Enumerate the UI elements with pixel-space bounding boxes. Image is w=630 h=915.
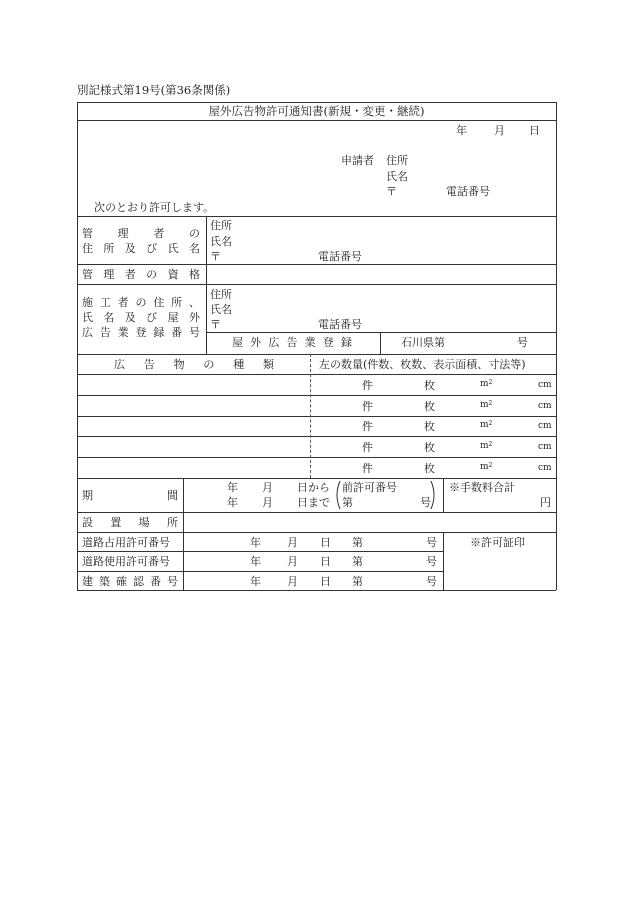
permit-dai: 第 — [352, 575, 363, 588]
permit-year: 年 — [250, 536, 261, 549]
header-month: 月 — [494, 124, 505, 137]
unit-cm: cm — [538, 442, 552, 452]
location-label: 設 置 場 所 — [82, 516, 178, 529]
contractor-name-label: 氏名 — [210, 303, 232, 316]
unit-m2: $m^2$ — [480, 462, 493, 472]
period-until-year: 年 — [227, 496, 238, 509]
permit-go: 号 — [426, 555, 437, 568]
permit-day: 日 — [320, 575, 331, 588]
permit-dai: 第 — [352, 536, 363, 549]
unit-cm: cm — [538, 463, 552, 473]
contractor-postal-mark: 〒 — [210, 318, 221, 331]
registration-prefix: 石川県第 — [401, 336, 445, 349]
period-until-month: 月 — [262, 496, 273, 509]
unit-mai: 枚 — [424, 441, 435, 454]
unit-m2: $m^2$ — [480, 441, 493, 451]
contractor-label-line1: 施 工 者 の 住 所 、 — [82, 296, 200, 309]
unit-cm: cm — [538, 421, 552, 431]
unit-m2: $m^2$ — [480, 379, 493, 389]
permit-month: 月 — [287, 536, 298, 549]
road-occupancy-permit-label: 道路占用許可番号 — [82, 536, 170, 549]
unit-ken: 件 — [362, 441, 373, 454]
contractor-label-line3: 広 告 業 登 録 番 号 — [82, 326, 200, 339]
manager-address-label: 住所 — [210, 219, 232, 232]
form-caption: 別記様式第19号(第36条関係) — [77, 83, 231, 97]
unit-mai: 枚 — [424, 379, 435, 392]
unit-mai: 枚 — [424, 462, 435, 475]
manager-phone-label: 電話番号 — [318, 250, 362, 263]
unit-mai: 枚 — [424, 400, 435, 413]
applicant-phone-label: 電話番号 — [446, 185, 490, 198]
unit-m2: $m^2$ — [480, 420, 493, 430]
permit-go: 号 — [426, 536, 437, 549]
applicant-address-label: 住所 — [386, 154, 408, 167]
permit-month: 月 — [287, 555, 298, 568]
registration-suffix: 号 — [517, 336, 528, 349]
unit-cm: cm — [538, 401, 552, 411]
unit-m2: $m^2$ — [480, 400, 493, 410]
left-paren — [334, 480, 342, 510]
manager-name-label: 氏名 — [210, 235, 232, 248]
quantity-header: 左の数量(件数、枚数、表示面積、寸法等) — [319, 358, 526, 371]
period-from-year: 年 — [227, 481, 238, 494]
permit-day: 日 — [320, 536, 331, 549]
period-from-month: 月 — [262, 481, 273, 494]
period-from-label: 日から — [297, 481, 330, 494]
prev-permit-dai: 第 — [342, 496, 353, 509]
applicant-label: 申請者 — [341, 154, 374, 167]
unit-ken: 件 — [362, 420, 373, 433]
permit-go: 号 — [426, 575, 437, 588]
period-until-label: 日まで — [297, 496, 330, 509]
prev-permit-label: 前許可番号 — [342, 481, 397, 494]
applicant-name-label: 氏名 — [386, 170, 408, 183]
manager-qualification-label: 管 理 者 の 資 格 — [82, 268, 200, 281]
permit-year: 年 — [250, 555, 261, 568]
prev-permit-go: 号 — [420, 496, 431, 509]
manager-postal-mark: 〒 — [210, 250, 221, 263]
fee-total-label: ※手数料合計 — [449, 481, 515, 494]
building-confirmation-label: 建 築 確 認 番 号 — [82, 575, 178, 588]
unit-ken: 件 — [362, 379, 373, 392]
unit-cm: cm — [538, 380, 552, 390]
permission-statement: 次のとおり許可します。 — [94, 201, 215, 214]
sign-type-header: 広 告 物 の 種 類 — [114, 358, 274, 371]
permit-month: 月 — [287, 575, 298, 588]
manager-label-line1: 管 理 者 の — [82, 227, 200, 240]
header-year: 年 — [456, 124, 467, 137]
header-day: 日 — [529, 124, 540, 137]
manager-label-line2: 住 所 及 び 氏 名 — [82, 242, 200, 255]
applicant-postal-mark: 〒 — [386, 185, 397, 198]
form-title: 屋外広告物許可通知書(新規・変更・継続) — [208, 104, 425, 118]
road-use-permit-label: 道路使用許可番号 — [82, 555, 170, 568]
unit-ken: 件 — [362, 462, 373, 475]
permit-stamp-label: ※許可証印 — [470, 536, 525, 549]
contractor-label-line2: 氏 名 及 び 屋 外 — [82, 311, 200, 324]
contractor-phone-label: 電話番号 — [318, 318, 362, 331]
unit-ken: 件 — [362, 400, 373, 413]
permit-year: 年 — [250, 575, 261, 588]
unit-mai: 枚 — [424, 420, 435, 433]
period-label: 期 間 — [82, 489, 178, 502]
contractor-address-label: 住所 — [210, 288, 232, 301]
permit-dai: 第 — [352, 555, 363, 568]
fee-yen: 円 — [540, 496, 551, 509]
right-paren — [429, 480, 437, 510]
permit-day: 日 — [320, 555, 331, 568]
registration-label: 屋 外 広 告 業 登 録 — [232, 336, 352, 349]
